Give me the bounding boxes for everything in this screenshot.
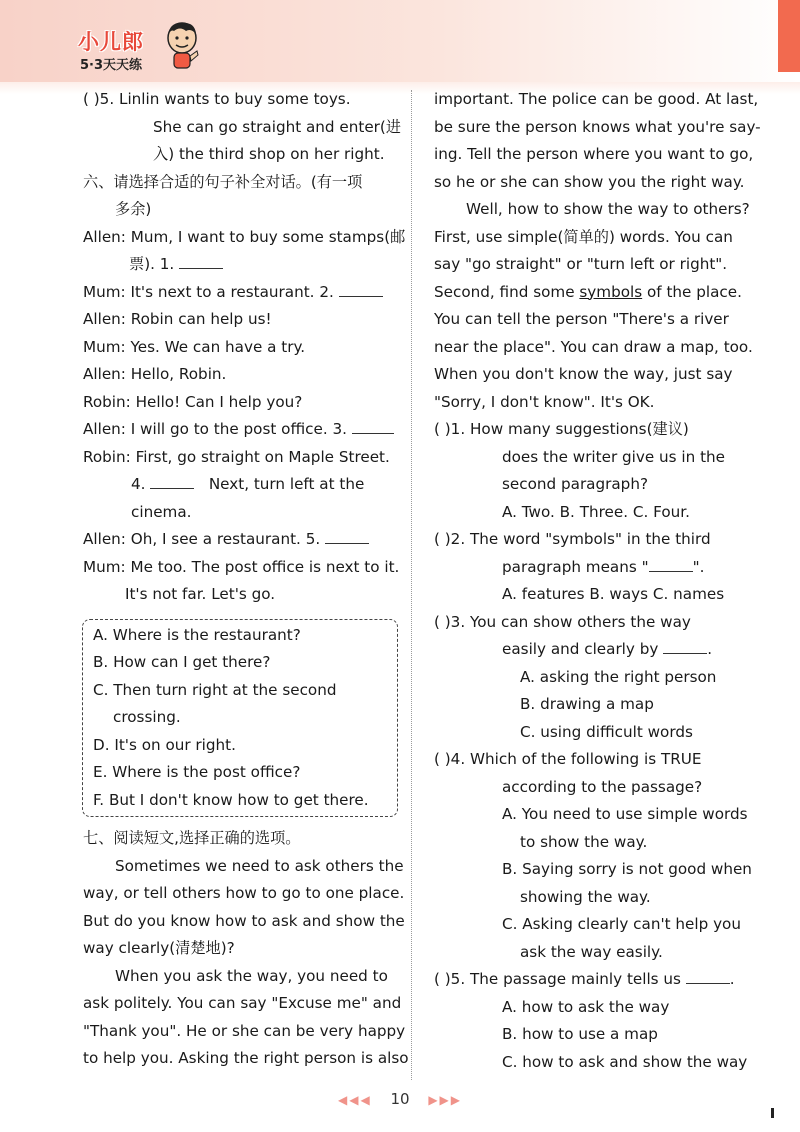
passage-text: Second, find some <box>434 282 575 301</box>
answer-blank-2[interactable] <box>339 295 383 297</box>
question-4-option: showing the way. <box>520 887 651 906</box>
passage-line <box>434 279 744 307</box>
logo-main-text: 小儿郎 <box>78 30 144 54</box>
question-2: ( )2. The word "symbols" in the third <box>434 530 711 548</box>
question-5-line: 入) the third shop on her right. <box>153 145 385 163</box>
dialogue-line <box>83 526 393 554</box>
question-3: easily and clearly by . <box>502 640 713 658</box>
passage-line: "Thank you". He or she can be very happy <box>83 1021 406 1040</box>
dialogue-line: Robin: Hello! Can I help you? <box>83 392 303 411</box>
passage-line: important. The police can be good. At last, <box>434 90 759 108</box>
question-text: easily and clearly by <box>502 640 659 658</box>
passage-line: When you don't know the way, just say <box>434 365 733 383</box>
symbols-underlined: symbols <box>579 282 643 301</box>
question-text: paragraph means " <box>502 557 649 576</box>
dialogue-line <box>83 279 393 307</box>
answer-blank-3[interactable] <box>352 432 394 434</box>
question-2 <box>434 554 744 582</box>
logo-sub-text: 5·3天天练 <box>80 58 143 73</box>
question-4-option: to show the way. <box>520 832 648 851</box>
corner-mark <box>771 1108 774 1118</box>
passage-line: Sometimes we need to ask others the <box>115 856 404 875</box>
next-arrows-icon[interactable]: ▶▶▶ <box>428 1093 463 1107</box>
option-b: B. How can I get there? <box>93 653 271 671</box>
dialogue-line <box>83 471 393 499</box>
question-4: ( )4. Which of the following is TRUE <box>434 750 702 768</box>
left-column <box>83 86 409 1073</box>
answer-blank-1[interactable] <box>179 267 223 269</box>
dialogue-text: 4. <box>131 475 146 493</box>
answer-blank-4[interactable] <box>150 487 194 489</box>
answer-blank-q2[interactable] <box>649 570 693 572</box>
question-5-option: A. how to ask the way <box>502 997 670 1016</box>
passage-line: "Sorry, I don't know". It's OK. <box>434 392 655 411</box>
passage-line: near the place". You can draw a map, too. <box>434 337 753 356</box>
passage-line: ask politely. You can say "Excuse me" and <box>83 994 402 1012</box>
question-5: ( )5. The passage mainly tells us . <box>434 970 735 988</box>
passage-line: But do you know how to ask and show the <box>83 911 405 930</box>
dialogue-text: Mum: It's next to a restaurant. 2. <box>83 282 334 301</box>
dialogue-text: 票). 1. <box>129 255 175 273</box>
dialogue-line: Allen: Mum, I want to buy some stamps(邮 <box>83 227 406 246</box>
dialogue-line: Allen: Hello, Robin. <box>83 365 227 383</box>
section-7-title: 七、阅读短文,选择正确的选项。 <box>83 829 301 847</box>
question-3-option: B. drawing a map <box>520 695 654 713</box>
passage-line: way clearly(清楚地)? <box>83 939 235 957</box>
passage-line: First, use simple(简单的) words. You can <box>434 227 733 246</box>
question-5-option: C. how to ask and show the way <box>502 1052 748 1071</box>
dialogue-line: Mum: Yes. We can have a try. <box>83 337 306 356</box>
question-3: ( )3. You can show others the way <box>434 612 691 631</box>
question-text: ". <box>692 557 705 576</box>
dialogue-text: Allen: Oh, I see a restaurant. 5. <box>83 530 321 548</box>
dialogue-line: Mum: Me too. The post office is next to it. <box>83 557 400 576</box>
question-3-option: C. using difficult words <box>520 722 693 741</box>
question-4-option: A. You need to use simple words <box>502 805 748 823</box>
dialogue-line: It's not far. Let's go. <box>125 585 276 603</box>
question-4-option: ask the way easily. <box>520 942 663 961</box>
dialogue-line: Allen: Robin can help us! <box>83 310 272 328</box>
dialogue-line: Robin: First, go straight on Maple Street. <box>83 447 390 466</box>
page-footer <box>0 1090 800 1108</box>
passage-line: say "go straight" or "turn left or right". <box>434 255 728 273</box>
question-4-option: B. Saying sorry is not good when <box>502 860 752 878</box>
option-c: C. Then turn right at the second <box>93 680 337 699</box>
answer-blank-5[interactable] <box>325 542 369 544</box>
page-number: 10 <box>390 1090 410 1108</box>
option-c: crossing. <box>113 708 181 726</box>
question-4-option: C. Asking clearly can't help you <box>502 915 741 933</box>
passage-line: be sure the person knows what you're say- <box>434 117 761 136</box>
passage-line: way, or tell others how to go to one place. <box>83 884 405 902</box>
dialogue-line <box>83 416 393 444</box>
passage-text: of the place. <box>646 282 742 301</box>
question-1: ( )1. How many suggestions(建议) <box>434 420 689 438</box>
question-5-option: B. how to use a map <box>502 1025 658 1043</box>
dialogue-text: Allen: I will go to the post office. 3. <box>83 420 347 438</box>
option-e: E. Where is the post office? <box>93 763 301 781</box>
boy-mascot-icon <box>164 20 200 70</box>
prev-arrows-icon[interactable]: ◀◀◀ <box>337 1093 372 1107</box>
passage-line: ing. Tell the person where you want to go, <box>434 145 754 163</box>
options-box <box>82 619 398 818</box>
option-d: D. It's on our right. <box>93 735 236 754</box>
section-6-title: 多余) <box>115 200 152 218</box>
question-1: second paragraph? <box>502 475 649 493</box>
answer-blank-q5[interactable] <box>686 982 730 984</box>
answer-blank-q3[interactable] <box>663 652 707 654</box>
section-6-title: 六、请选择合适的句子补全对话。(有一项 <box>83 172 363 191</box>
dialogue-line <box>83 251 393 279</box>
dialogue-text: Next, turn left at the <box>208 475 365 493</box>
question-1-options: A. Two. B. Three. C. Four. <box>502 502 690 521</box>
question-2-options: A. features B. ways C. names <box>502 585 725 603</box>
passage-line: When you ask the way, you need to <box>115 966 388 985</box>
passage-line: Well, how to show the way to others? <box>466 200 750 218</box>
passage-line: You can tell the person "There's a river <box>434 310 729 328</box>
passage-line: to help you. Asking the right person is also <box>83 1049 409 1067</box>
question-1: does the writer give us in the <box>502 447 726 466</box>
passage-line: so he or she can show you the right way. <box>434 172 745 191</box>
right-column <box>434 86 761 1076</box>
question-text: ( )5. The passage mainly tells us <box>434 970 681 988</box>
question-5-line: She can go straight and enter(进 <box>153 117 402 136</box>
option-f: F. But I don't know how to get there. <box>93 790 369 809</box>
question-5-line: ( )5. Linlin wants to buy some toys. <box>83 90 351 108</box>
dialogue-line: cinema. <box>131 502 192 521</box>
column-divider <box>411 90 412 1080</box>
edge-color-bar <box>778 0 800 72</box>
question-3-option: A. asking the right person <box>520 667 717 686</box>
question-4: according to the passage? <box>502 777 703 796</box>
option-a: A. Where is the restaurant? <box>93 625 301 644</box>
